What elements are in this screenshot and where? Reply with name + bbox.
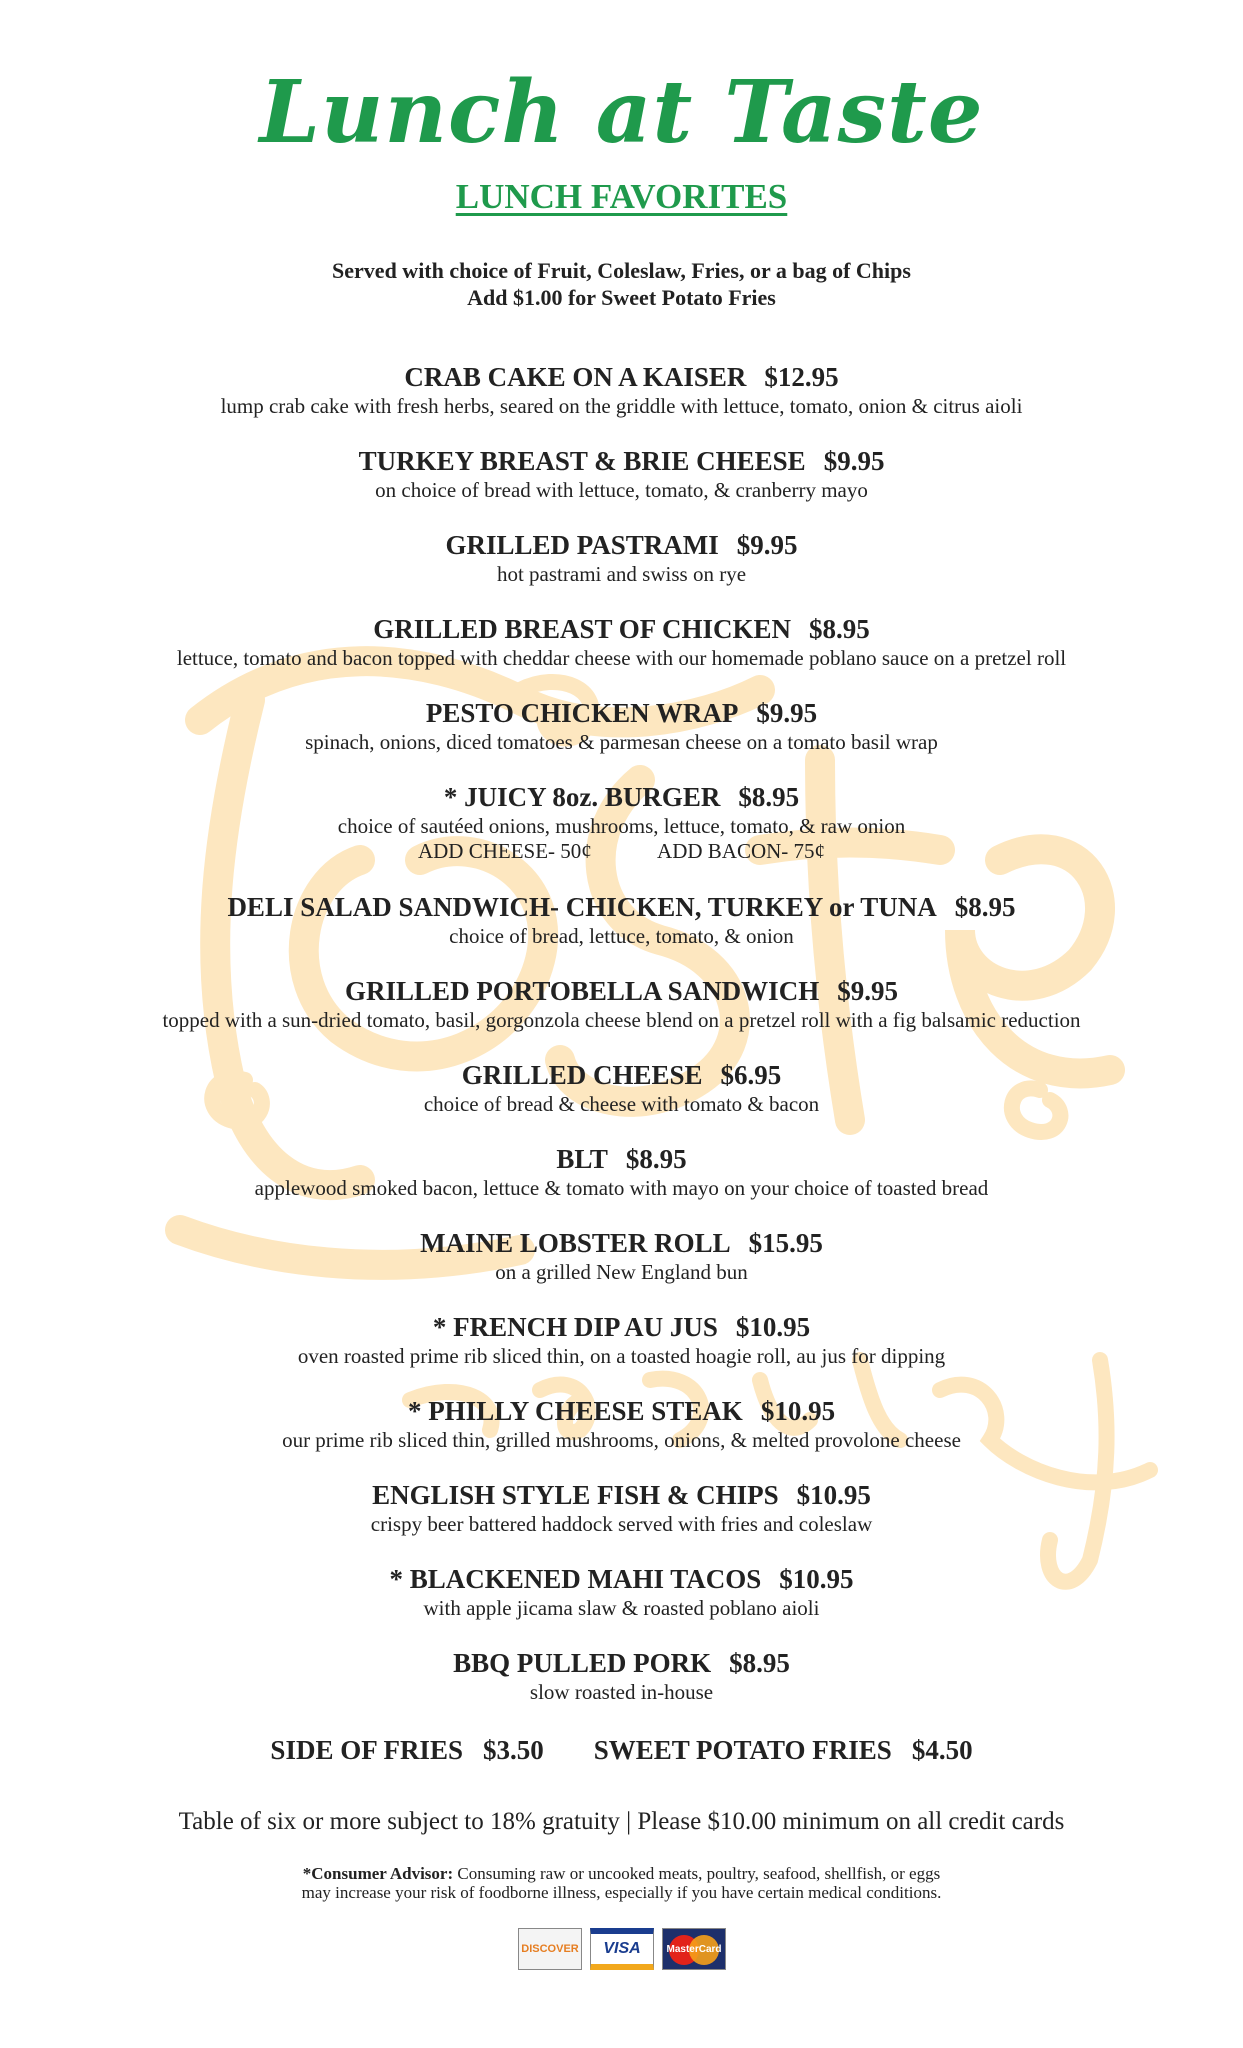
item-price: $10.95 bbox=[779, 1564, 854, 1594]
menu-item bbox=[0, 1394, 1243, 1478]
item-price: $10.95 bbox=[760, 1396, 836, 1426]
note-line: Served with choice of Fruit, Coleslaw, Fries, or a bag of Chips bbox=[332, 258, 911, 283]
menu-item bbox=[0, 1142, 1243, 1226]
note-line: Add $1.00 for Sweet Potato Fries bbox=[467, 285, 776, 310]
sides-line bbox=[0, 1735, 1243, 1766]
item-description: choice of bread, lettuce, tomato, & onion bbox=[449, 924, 794, 948]
menu-item bbox=[0, 696, 1243, 780]
item-name: TURKEY BREAST & BRIE CHEESE bbox=[358, 446, 806, 476]
item-price: $10.95 bbox=[735, 1312, 811, 1342]
menu-title: Lunch at Taste bbox=[259, 62, 984, 163]
item-price: $9.95 bbox=[823, 446, 885, 476]
item-price: $12.95 bbox=[764, 362, 839, 392]
item-price: $10.95 bbox=[796, 1480, 871, 1510]
item-description: topped with a sun-dried tomato, basil, gorgonzola cheese blend on a pretzel roll with a fig balsamic reduction bbox=[162, 1008, 1081, 1032]
item-name: GRILLED PORTOBELLA SANDWICH bbox=[345, 976, 820, 1006]
menu-item bbox=[0, 1646, 1243, 1730]
item-description: hot pastrami and swiss on rye bbox=[496, 562, 747, 586]
addon-bacon: ADD BACON- 75¢ bbox=[657, 839, 826, 863]
item-description: choice of bread & cheese with tomato & bacon bbox=[423, 1092, 820, 1116]
item-description: slow roasted in-house bbox=[529, 1680, 714, 1704]
item-description: on choice of bread with lettuce, tomato, & cranberry mayo bbox=[375, 478, 868, 502]
visa-card-icon: VISA bbox=[590, 1928, 654, 1970]
advisory-line: may increase your risk of foodborne illness, especially if you have certain medical conditions. bbox=[301, 1883, 942, 1902]
item-name: MAINE LOBSTER ROLL bbox=[420, 1228, 731, 1258]
advisory-line: Consuming raw or uncooked meats, poultry, seafood, shellfish, or eggs bbox=[457, 1864, 941, 1883]
item-description: with apple jicama slaw & roasted poblano aioli bbox=[423, 1596, 820, 1620]
item-description: crispy beer battered haddock served with fries and coleslaw bbox=[370, 1512, 873, 1536]
menu-item bbox=[0, 1226, 1243, 1310]
item-addons bbox=[0, 839, 1243, 864]
advisory-label: *Consumer Advisor: bbox=[302, 1864, 454, 1883]
item-price: $8.95 bbox=[809, 614, 870, 644]
item-name: * JUICY 8oz. BURGER bbox=[443, 782, 721, 812]
item-description: choice of sautéed onions, mushrooms, lettuce, tomato, & raw onion bbox=[337, 814, 906, 838]
menu-item bbox=[0, 890, 1243, 974]
item-price: $8.95 bbox=[738, 782, 800, 812]
item-name: * FRENCH DIP AU JUS bbox=[432, 1312, 718, 1342]
item-description: on a grilled New England bun bbox=[495, 1260, 748, 1284]
item-name: ENGLISH STYLE FISH & CHIPS bbox=[372, 1480, 779, 1510]
menu-items bbox=[0, 360, 1243, 1730]
addon-cheese: ADD CHEESE- 50¢ bbox=[417, 839, 592, 863]
item-price: $9.95 bbox=[736, 530, 798, 560]
discover-card-icon: DISCOVER bbox=[518, 1928, 582, 1970]
menu-item bbox=[0, 444, 1243, 528]
item-name: GRILLED PASTRAMI bbox=[445, 530, 719, 560]
item-description: applewood smoked bacon, lettuce & tomato with mayo on your choice of toasted bread bbox=[254, 1176, 989, 1200]
side-price: $4.50 bbox=[911, 1735, 973, 1765]
item-name: BLT bbox=[556, 1144, 608, 1174]
item-name: * BLACKENED MAHI TACOS bbox=[389, 1564, 762, 1594]
item-price: $8.95 bbox=[954, 892, 1016, 922]
side-name: SIDE OF FRIES bbox=[270, 1735, 463, 1765]
item-description: lump crab cake with fresh herbs, seared on the griddle with lettuce, tomato, onion & citrus aioli bbox=[220, 394, 1023, 418]
menu-item bbox=[0, 528, 1243, 612]
consumer-advisory bbox=[0, 1864, 1243, 1902]
item-price: $8.95 bbox=[625, 1144, 687, 1174]
item-name: * PHILLY CHEESE STEAK bbox=[407, 1396, 743, 1426]
item-name: DELI SALAD SANDWICH- CHICKEN, TURKEY or TUNA bbox=[227, 892, 937, 922]
menu-item bbox=[0, 1058, 1243, 1142]
item-name: PESTO CHICKEN WRAP bbox=[425, 698, 739, 728]
menu-notes bbox=[0, 257, 1243, 311]
menu-item bbox=[0, 1478, 1243, 1562]
menu-item bbox=[0, 360, 1243, 444]
item-price: $8.95 bbox=[729, 1648, 790, 1678]
item-description: lettuce, tomato and bacon topped with cheddar cheese with our homemade poblano sauce on a pretzel roll bbox=[176, 646, 1067, 670]
item-description: spinach, onions, diced tomatoes & parmesan cheese on a tomato basil wrap bbox=[305, 730, 938, 754]
item-name: GRILLED BREAST OF CHICKEN bbox=[373, 614, 792, 644]
mastercard-icon: MasterCard bbox=[662, 1928, 726, 1970]
menu-item bbox=[0, 1310, 1243, 1394]
accepted-cards bbox=[518, 1928, 728, 1972]
gratuity-policy: Table of six or more subject to 18% gratuity | Please $10.00 minimum on all credit cards bbox=[178, 1808, 1065, 1835]
side-name: SWEET POTATO FRIES bbox=[593, 1735, 892, 1765]
item-name: CRAB CAKE ON A KAISER bbox=[404, 362, 747, 392]
menu-item bbox=[0, 780, 1243, 890]
item-price: $9.95 bbox=[756, 698, 818, 728]
item-price: $15.95 bbox=[748, 1228, 823, 1258]
item-description: our prime rib sliced thin, grilled mushrooms, onions, & melted provolone cheese bbox=[282, 1428, 961, 1452]
menu-item bbox=[0, 974, 1243, 1058]
menu-subtitle: LUNCH FAVORITES bbox=[455, 177, 788, 216]
side-price: $3.50 bbox=[482, 1735, 544, 1765]
menu-item bbox=[0, 1562, 1243, 1646]
item-description: oven roasted prime rib sliced thin, on a toasted hoagie roll, au jus for dipping bbox=[297, 1344, 946, 1368]
item-price: $6.95 bbox=[720, 1060, 782, 1090]
item-price: $9.95 bbox=[837, 976, 898, 1006]
menu-item bbox=[0, 612, 1243, 696]
item-name: GRILLED CHEESE bbox=[461, 1060, 703, 1090]
item-name: BBQ PULLED PORK bbox=[453, 1648, 712, 1678]
